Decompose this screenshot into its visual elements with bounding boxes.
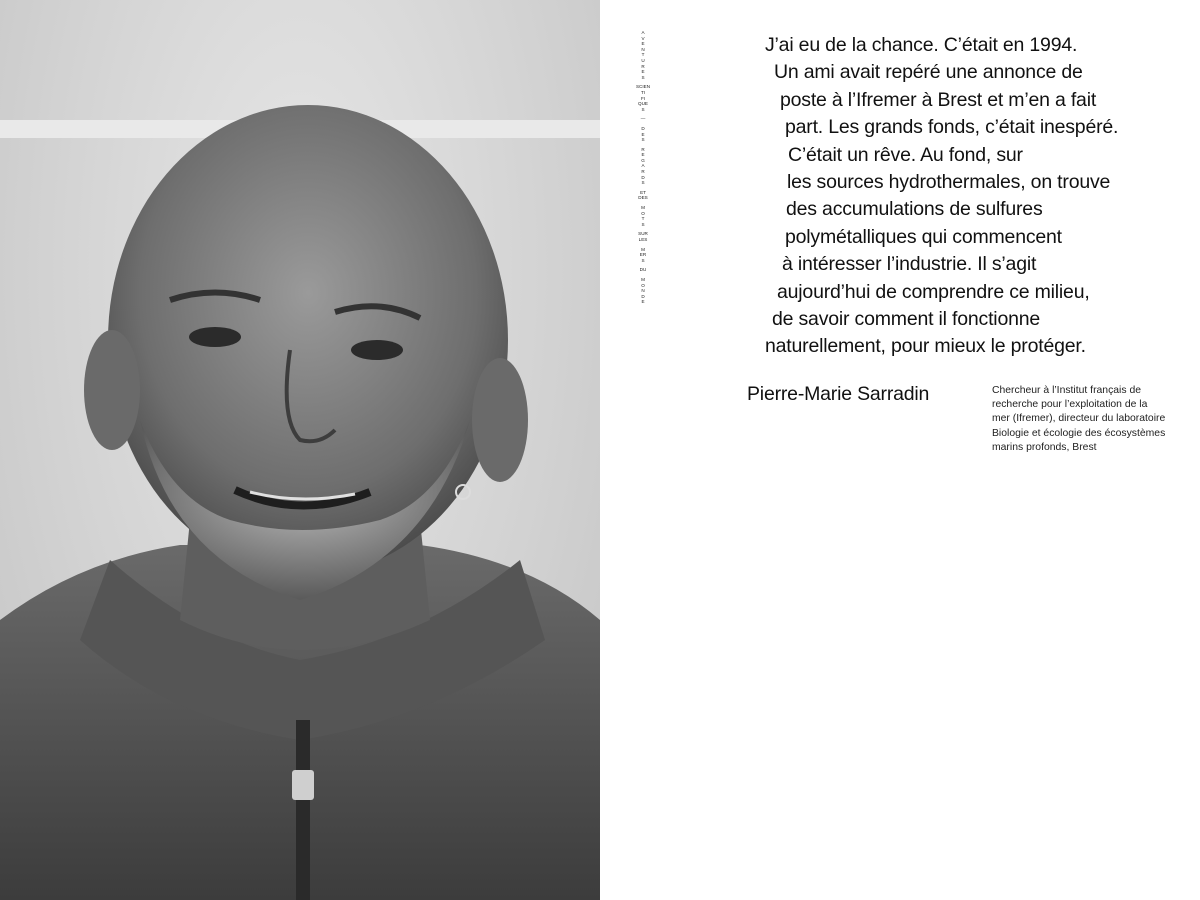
series-word: M (641, 205, 645, 211)
series-word: E (641, 299, 645, 305)
series-word: SCIEN (635, 84, 651, 90)
series-word: S (641, 221, 645, 227)
series-word: O (641, 210, 645, 216)
series-word: T (641, 216, 645, 222)
person-caption (992, 384, 1182, 455)
series-word: N (641, 46, 645, 52)
series-word: ET (640, 189, 646, 195)
series-word: LES (638, 237, 648, 242)
series-word: R (641, 63, 645, 69)
series-word: U (641, 57, 645, 63)
series-word: G (641, 157, 645, 163)
series-vertical-title (637, 30, 649, 305)
series-word: M (641, 246, 645, 252)
series-word: O (641, 282, 645, 288)
series-word: E (641, 152, 645, 158)
series-word: FI (640, 95, 646, 101)
caption-line: recherche pour l’exploitation de la (992, 399, 1148, 411)
quote-line: polymétalliques qui commencent (785, 225, 1062, 248)
series-word: D (641, 293, 645, 299)
series-word: SUR (638, 231, 648, 237)
series-word: — (640, 116, 646, 122)
series-word: D (641, 125, 645, 131)
series-word: TI (640, 89, 646, 95)
series-word: S (641, 257, 645, 263)
series-word: DU (639, 267, 647, 273)
series-word: V (641, 35, 645, 41)
series-word: S (641, 106, 645, 112)
series-word: A (641, 30, 645, 35)
series-word: A (641, 163, 645, 169)
left-eye (189, 327, 241, 347)
series-word: N (641, 288, 645, 294)
series-word: M (641, 276, 645, 282)
zipper (296, 720, 310, 900)
zipper-pull (292, 770, 314, 800)
series-word: R (641, 146, 645, 152)
series-word: DES (638, 195, 648, 201)
series-word: QUE (638, 101, 648, 107)
series-word: S (641, 74, 645, 80)
series-word: ER (639, 252, 647, 258)
right-ear (472, 358, 528, 482)
caption-line: Chercheur à l’Institut français de (992, 385, 1142, 396)
quote-line: naturellement, pour mieux le protéger. (765, 335, 1086, 358)
quote-line: de savoir comment il fonctionne (772, 308, 1041, 331)
series-word: T (641, 52, 645, 58)
quote-block (740, 32, 1160, 361)
quote-line: aujourd’hui de comprendre ce milieu, (777, 280, 1090, 303)
caption-line: marins profonds, Brest (992, 441, 1097, 453)
quote-line: des accumulations de sulfures (786, 198, 1043, 221)
left-ear (84, 330, 140, 450)
series-word: D (641, 174, 645, 180)
quote-line: Un ami avait repéré une annonce de (774, 61, 1083, 84)
person-name: Pierre-Marie Sarradin (747, 383, 930, 405)
series-word: E (641, 41, 645, 47)
series-word: S (641, 137, 645, 143)
quote-line: à intéresser l’industrie. Il s’agit (782, 253, 1037, 276)
quote-line: part. Les grands fonds, c’était inespéré. (785, 116, 1119, 139)
series-word: S (641, 180, 645, 186)
series-word: R (641, 169, 645, 175)
caption-line: mer (Ifremer), directeur du laboratoire (992, 413, 1166, 425)
right-eye (351, 340, 403, 360)
caption-line: Biologie et écologie des écosystèmes (992, 427, 1166, 439)
quote-line: C’était un rêve. Au fond, sur (788, 143, 1023, 166)
series-word: E (641, 69, 645, 75)
quote-line: les sources hydrothermales, on trouve (787, 171, 1111, 194)
quote-line: J’ai eu de la chance. C’était en 1994. (765, 34, 1078, 56)
series-word: E (641, 131, 645, 137)
quote-line: poste à l’Ifremer à Brest et m’en a fait (780, 88, 1097, 111)
